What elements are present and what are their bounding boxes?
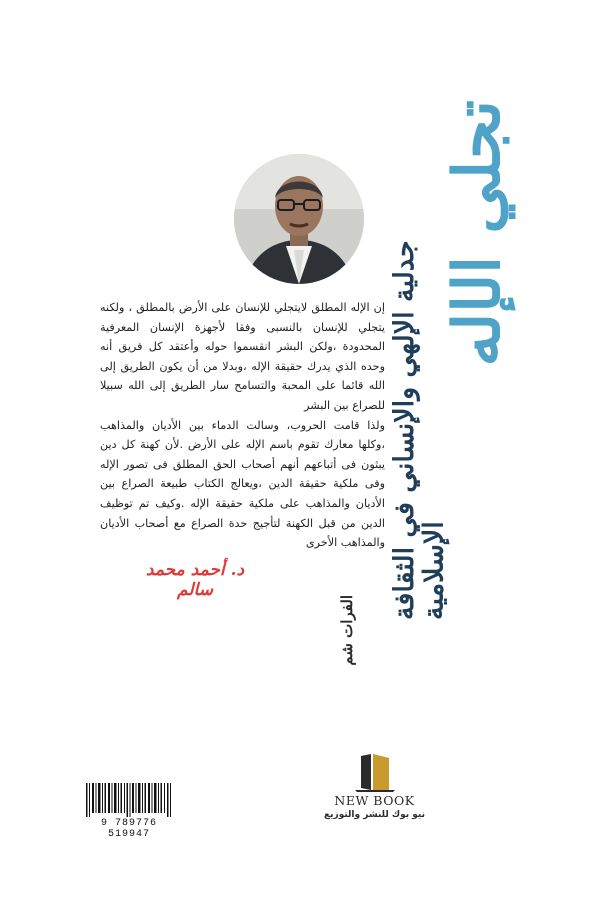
publisher-name: NEW BOOK [334, 793, 415, 808]
barcode-bars-icon [86, 783, 172, 817]
isbn-barcode [78, 783, 180, 840]
vertical-title-block [380, 100, 520, 620]
author-photo [234, 154, 364, 284]
book-subtitle: جدلية الإلهي والإنساني في الثقافة الإسلامية [389, 240, 450, 620]
blurb-paragraph-2: ولذا قامت الحروب، وسالت الدماء بين الأديان والمذاهب ،وكلها معارك تقوم باسم الإله على الأرض .لأن كهنة كل دين يبثون فى أتباعهم أنهم أصحاب الحق المطلق فى تصور الإله وفى ملكية حقيقة الدين ،ويعالج الكتاب طبيعة الصراع بين الأديان والمذاهب على ملكية حقيقة الإله .وكيف تم توظيف الدين من قبل الكهنة لتأجيج حدة الصراع مع أصحاب الأديان والمذاهب الأخرى [100, 418, 385, 550]
author-name: د. أحمد محمد سالم [145, 560, 245, 600]
blurb [100, 298, 385, 553]
book-title: تجلي الإله [440, 100, 515, 367]
publisher-tagline: نيو بوك للنشر والتوزيع [324, 810, 425, 820]
blurb-paragraph-1: إن الإله المطلق لايتجلي للإنسان على الأرض بالمطلق ، ولكنه يتجلي للإنسان بالنسبى وفقا لأجهزة الإنسان المعرفية المحدودة ،ولكن البشر انقسموا حوله وأعتقد كل فريق أنه وحده الذي يدرك حقيقة الإله ،وبدلا من أن يكون الطريق إلى الله قائما على المحبة والتسامح سار الطريق إلى الله سبيلا للصراع بين البشر [100, 301, 385, 412]
series-logo: الفرات شم [338, 595, 356, 666]
isbn-number: 9 789776 519947 [100, 818, 157, 840]
publisher-logo [335, 752, 415, 832]
